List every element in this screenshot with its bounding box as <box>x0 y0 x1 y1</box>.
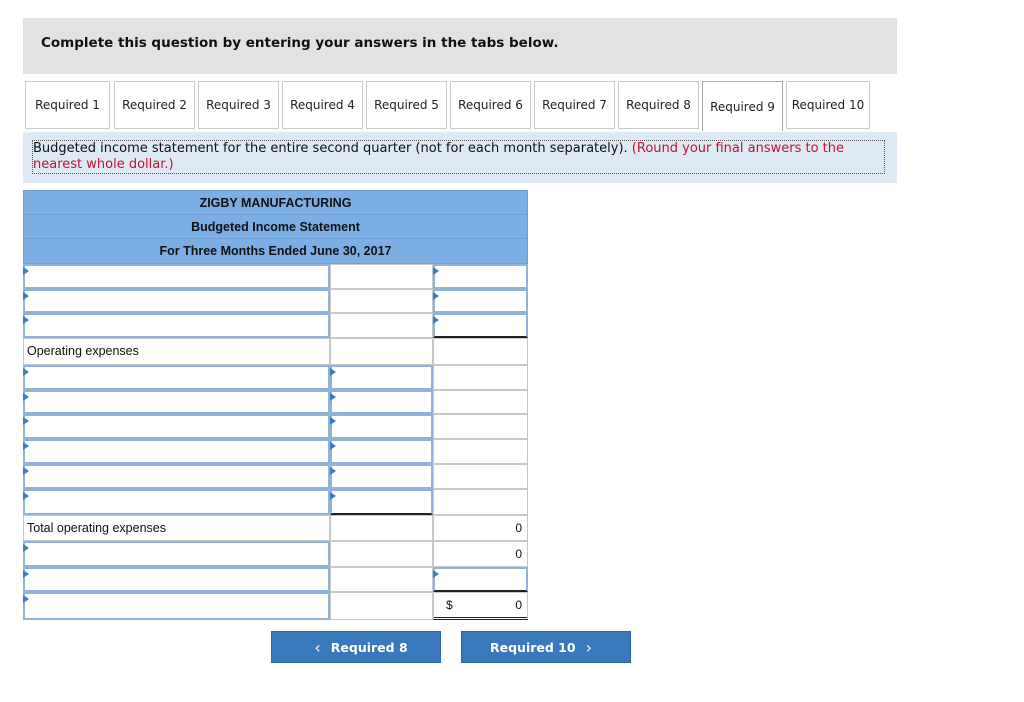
tab-required-6[interactable]: Required 6 <box>450 81 531 129</box>
expense-label-input-3[interactable] <box>23 414 330 439</box>
expense-label-input-4[interactable] <box>23 439 330 464</box>
amount-input-row14[interactable] <box>433 567 528 592</box>
expense-label-input-5[interactable] <box>23 464 330 489</box>
amount-input-row3[interactable] <box>433 313 528 338</box>
chevron-left-icon: ‹ <box>314 637 321 657</box>
total-operating-expenses-value: 0 <box>433 515 528 541</box>
expense-label-input-2[interactable] <box>23 390 330 414</box>
tab-required-4[interactable]: Required 4 <box>282 81 363 129</box>
amount-cell-row4b <box>433 338 528 365</box>
expense-label-input-6[interactable] <box>23 489 330 515</box>
tab-required-1[interactable]: Required 1 <box>25 81 110 129</box>
computed-value-row13: 0 <box>433 541 528 567</box>
chevron-right-icon: › <box>585 637 592 657</box>
expense-amount-input-1[interactable] <box>330 365 433 390</box>
expense-amount-input-6[interactable] <box>330 489 433 515</box>
label-input-row1[interactable] <box>23 264 330 289</box>
tab-required-3[interactable]: Required 3 <box>198 81 279 129</box>
statement-period: For Three Months Ended June 30, 2017 <box>23 238 528 264</box>
expense-total-cell-6 <box>433 489 528 515</box>
net-income-value-cell <box>433 592 528 620</box>
expense-total-cell-5 <box>433 464 528 489</box>
operating-expenses-label: Operating expenses <box>27 344 139 358</box>
label-input-row13[interactable] <box>23 541 330 567</box>
net-income-label-input[interactable] <box>23 592 330 620</box>
label-input-row3[interactable] <box>23 313 330 338</box>
net-income-value: 0 <box>515 598 522 612</box>
expense-amount-input-5[interactable] <box>330 464 433 489</box>
expense-label-input-1[interactable] <box>23 365 330 390</box>
amount-input-row2[interactable] <box>433 289 528 313</box>
tab-required-9[interactable]: Required 9 <box>702 81 783 131</box>
amount-input-row1[interactable] <box>433 264 528 289</box>
expense-amount-input-3[interactable] <box>330 414 433 439</box>
amount-cell-row4 <box>330 338 433 365</box>
tab-required-2[interactable]: Required 2 <box>114 81 195 129</box>
expense-total-cell-3 <box>433 414 528 439</box>
total-opex-spacer <box>330 515 433 541</box>
question-header <box>23 18 897 74</box>
expense-total-cell-2 <box>433 390 528 414</box>
total-operating-expenses-label: Total operating expenses <box>27 521 166 535</box>
amount-cell-row13 <box>330 541 433 567</box>
amount-cell-row1 <box>330 264 433 289</box>
rounding-note: (Round your final answers to the nearest whole dollar.) <box>33 141 845 172</box>
instructions-text: Budgeted income statement for the entire second quarter (not for each month separately). (Round your final answers to the nearest whole dollar.) <box>33 141 845 172</box>
amount-cell-row3 <box>330 313 433 338</box>
previous-required-button[interactable] <box>271 631 441 663</box>
expense-total-cell-4 <box>433 439 528 464</box>
company-name: ZIGBY MANUFACTURING <box>23 190 528 215</box>
expense-amount-input-2[interactable] <box>330 390 433 414</box>
statement-title: Budgeted Income Statement <box>23 214 528 239</box>
tab-required-8[interactable]: Required 8 <box>618 81 699 129</box>
tab-required-10[interactable]: Required 10 <box>786 81 870 129</box>
previous-button-label: Required 8 <box>330 639 408 655</box>
amount-cell-row14 <box>330 567 433 592</box>
tab-required-7[interactable]: Required 7 <box>534 81 615 129</box>
amount-cell-row15 <box>330 592 433 620</box>
instructions-panel <box>23 132 897 183</box>
currency-symbol: $ <box>446 598 453 612</box>
expense-amount-input-4[interactable] <box>330 439 433 464</box>
tab-required-5[interactable]: Required 5 <box>366 81 447 129</box>
label-input-row2[interactable] <box>23 289 330 313</box>
header-text: Complete this question by entering your answers in the tabs below. <box>41 35 559 51</box>
next-button-label: Required 10 <box>490 639 576 655</box>
amount-cell-row2 <box>330 289 433 313</box>
next-required-button[interactable] <box>461 631 631 663</box>
label-input-row14[interactable] <box>23 567 330 592</box>
expense-total-cell-1 <box>433 365 528 390</box>
